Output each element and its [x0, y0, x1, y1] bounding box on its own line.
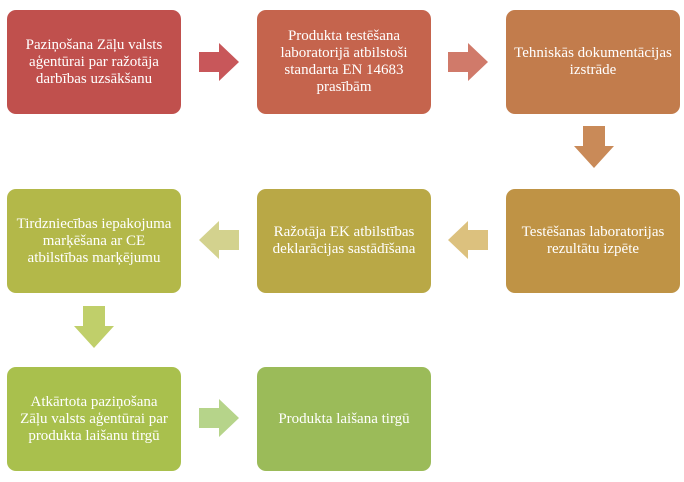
arrow-down-icon: [74, 306, 114, 348]
arrow-left-icon: [448, 221, 488, 259]
step-6-label: Tirdzniecības iepakojuma marķēšana ar CE atbilstības marķējumu: [16, 215, 172, 266]
step-3-label: Tehniskās dokumentācijas izstrāde: [514, 45, 672, 78]
step-8-market-release-box: [257, 367, 431, 471]
step-7-repeat-notification-box: [7, 367, 181, 471]
arrow-right-icon: [199, 43, 239, 81]
step-1-label: Paziņošana Zāļu valsts aģentūrai par ražotāja darbības uzsākšanu: [25, 36, 163, 87]
arrow-right-icon: [448, 43, 488, 81]
step-4-results-review-box: [506, 189, 680, 293]
step-5-label: Ražotāja EK atbilstības deklarācijas sastādīšana: [272, 224, 416, 257]
step-7-label: Atkārtota paziņošana Zāļu valsts aģentūrai par produkta laišanu tirgū: [20, 393, 168, 444]
arrow-down-icon: [574, 126, 614, 168]
step-5-declaration-box: [257, 189, 431, 293]
arrow-right-icon: [199, 399, 239, 437]
arrow-left-icon: [199, 221, 239, 259]
step-4-label: Testēšanas laboratorijas rezultātu izpēte: [521, 224, 665, 257]
step-1-notification-box: [7, 10, 181, 114]
step-2-label: Produkta testēšana laboratorijā atbilstoši standarta EN 14683 prasībām: [280, 28, 408, 95]
step-6-ce-marking-box: [7, 189, 181, 293]
step-2-lab-testing-box: [257, 10, 431, 114]
step-8-label: Produkta laišana tirgū: [278, 410, 410, 427]
step-3-tech-docs-box: [506, 10, 680, 114]
